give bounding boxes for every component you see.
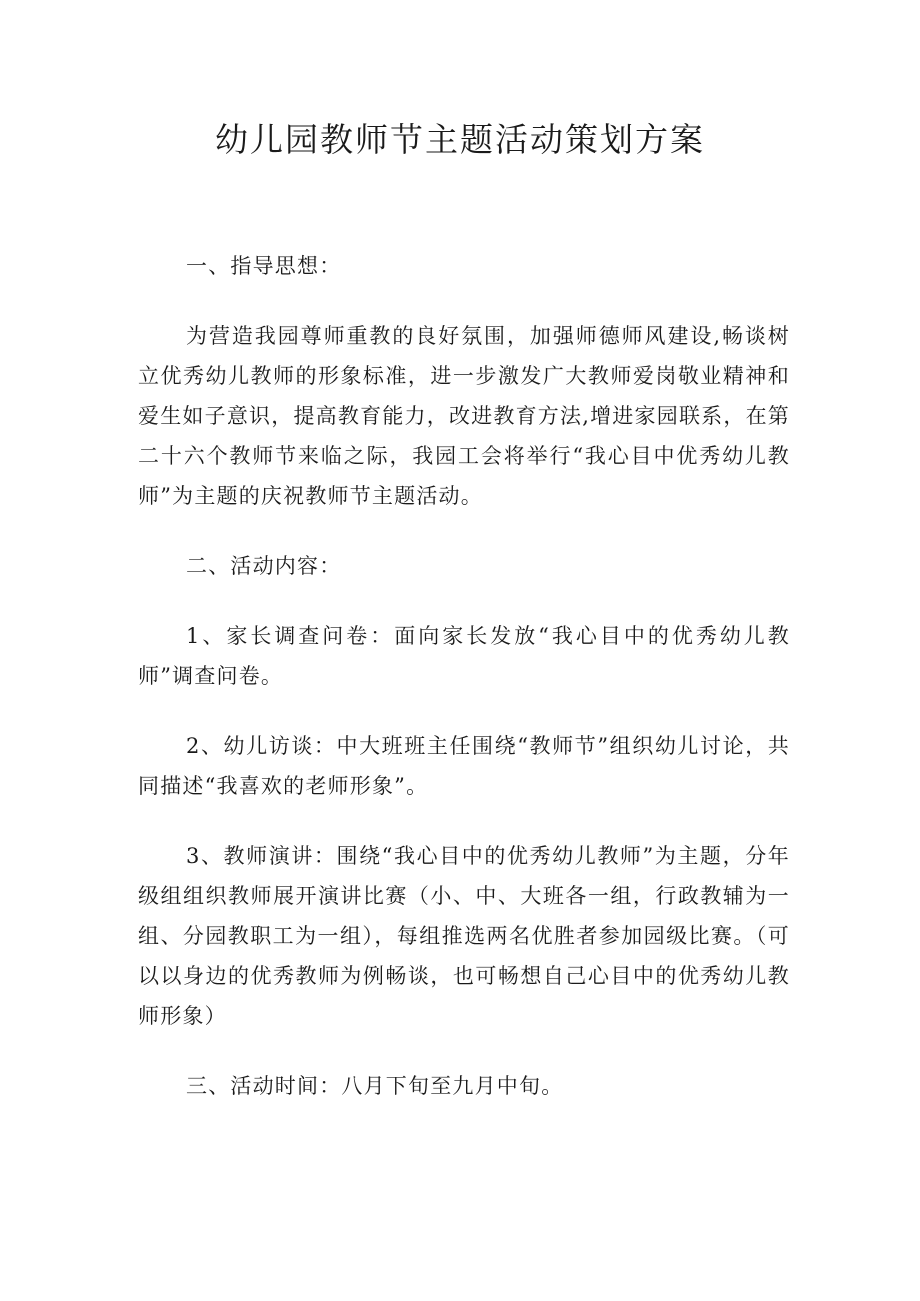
paragraph-parent-survey: 1、家长调查问卷：面向家长发放“我心目中的优秀幼儿教师”调查问卷。	[138, 624, 790, 688]
document-title: 幼儿园教师节主题活动策划方案	[215, 120, 705, 159]
document-body	[138, 246, 790, 1106]
paragraph-teacher-speech: 3、教师演讲：围绕“我心目中的优秀幼儿教师”为主题，分年级组组织教师展开演讲比赛（小、中、大班各一组，行政教辅为一组、分园教职工为一组），每组推选两名优胜者参加园级比赛。（可以以身边的优秀教师为例畅谈，也可畅想自己心目中的优秀幼儿教师形象）	[138, 844, 790, 1028]
paragraph-guiding-ideology: 为营造我园尊师重教的良好氛围，加强师德师风建设,畅谈树立优秀幼儿教师的形象标准，进一步激发广大教师爱岗敬业精神和爱生如子意识，提高教育能力，改进教育方法,增进家园联系，在第二十六个教师节来临之际，我园工会将举行“我心目中优秀幼儿教师”为主题的庆祝教师节主题活动。	[138, 324, 790, 508]
section-heading-activity-time: 三、活动时间：八月下旬至九月中旬。	[186, 1074, 564, 1098]
section-heading-activity-content: 二、活动内容：	[186, 554, 342, 578]
section-heading-guiding-ideology: 一、指导思想：	[186, 254, 342, 278]
paragraph-child-interview: 2、幼儿访谈：中大班班主任围绕“教师节”组织幼儿讨论，共同描述“我喜欢的老师形象”。	[138, 734, 790, 798]
